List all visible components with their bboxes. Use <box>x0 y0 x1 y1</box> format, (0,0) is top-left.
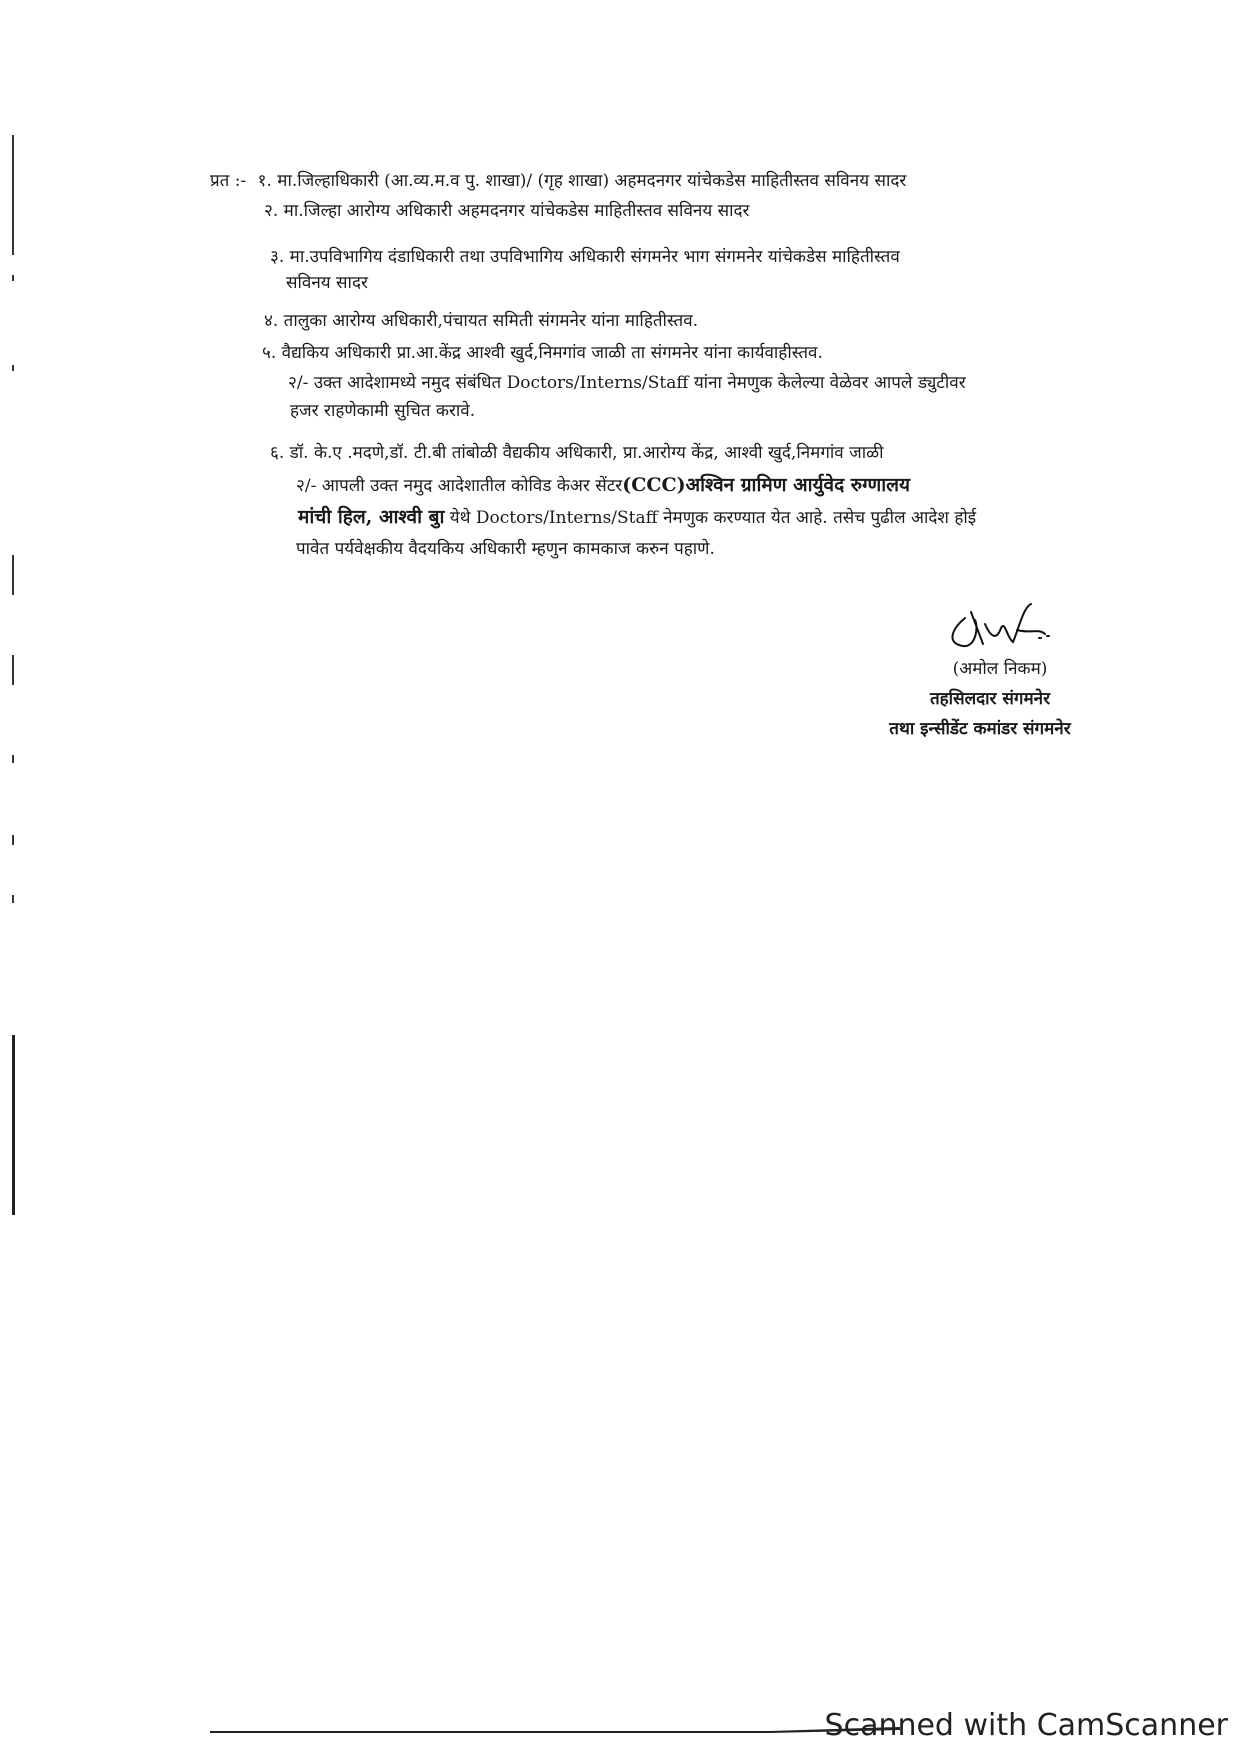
copy-to-item-6-sub-b-text: येथे Doctors/Interns/Staff नेमणुक करण्यात येत आहे. तसेच पुढील आदेश होई <box>444 508 977 528</box>
signatory-name: (अमोल निकम) <box>952 659 1048 679</box>
ccc-location-text: मांची हिल, आश्वी बुा <box>298 506 445 528</box>
scan-bottom-line <box>210 1725 900 1735</box>
signatory-block <box>880 654 1120 744</box>
copy-to-item-6: ६. डॉ. के.ए .मदणे,डॉ. टी.बी तांबोळी वैद्यकीय अधिकारी, प्रा.आरोग्य केंद्र, आश्वी खुर्द,निमगांव जाळी <box>270 443 884 463</box>
copy-to-prefix: प्रत :- <box>210 171 247 191</box>
copy-to-item-4: ४. तालुका आरोग्य अधिकारी,पंचायत समिती संगमनेर यांना माहितीस्तव. <box>264 311 699 331</box>
copy-to-item-5: ५. वैद्यकिय अधिकारी प्रा.आ.केंद्र आश्वी खुर्द,निमगांव जाळी ता संगमनेर यांना कार्यवाहीस्तव. <box>262 343 823 363</box>
copy-to-item-5-sub-b: हजर राहणेकामी सुचित करावे. <box>290 401 476 421</box>
copy-to-line-1 <box>210 170 906 192</box>
copy-to-item-6-sub-c: पावेत पर्यवेक्षकीय वैदयकिय अधिकारी म्हणुन कामकाज करुन पहाणे. <box>296 539 715 559</box>
signatory-title-1: तहसिलदार संगमनेर <box>929 689 1051 709</box>
copy-to-item-1: १. मा.जिल्हाधिकारी (आ.व्य.म.व पु. शाखा)/ (गृह शाखा) अहमदनगर यांचेकडेस माहितीस्तव सविनय सादर <box>257 171 907 191</box>
scan-edge-mark <box>12 135 16 1215</box>
signatory-title-2: तथा इन्सीडेंट कमांडर संगमनेर <box>889 719 1071 739</box>
copy-to-item-5-sub-a: २/- उक्त आदेशामध्ये नमुद संबंधित Doctors/Interns/Staff यांना नेमणुक केलेल्या वेळेवर आपले ड्युटीवर <box>288 373 966 393</box>
copy-to-item-6-sub-b <box>298 506 976 529</box>
copy-to-item-6-sub-a-text: २/- आपली उक्त नमुद आदेशातील कोविड केअर सेंटर <box>296 476 623 496</box>
copy-to-item-3a: ३. मा.उपविभागिय दंडाधिकारी तथा उपविभागिय अधिकारी संगमनेर भाग संगमनेर यांचेकडेस माहितीस्तव <box>270 247 900 267</box>
copy-to-item-6-sub-a <box>296 474 910 497</box>
camscanner-watermark: Scanned with CamScanner <box>824 1708 1228 1743</box>
handwritten-signature-icon <box>935 598 1065 658</box>
copy-to-item-2: २. मा.जिल्हा आरोग्य अधिकारी अहमदनगर यांचेकडेस माहितीस्तव सविनय सादर <box>264 201 750 221</box>
copy-to-item-3b: सविनय सादर <box>286 273 368 293</box>
ccc-name-text: (CCC)अश्विन ग्रामिण आर्युवेद रुग्णालय <box>622 474 911 496</box>
